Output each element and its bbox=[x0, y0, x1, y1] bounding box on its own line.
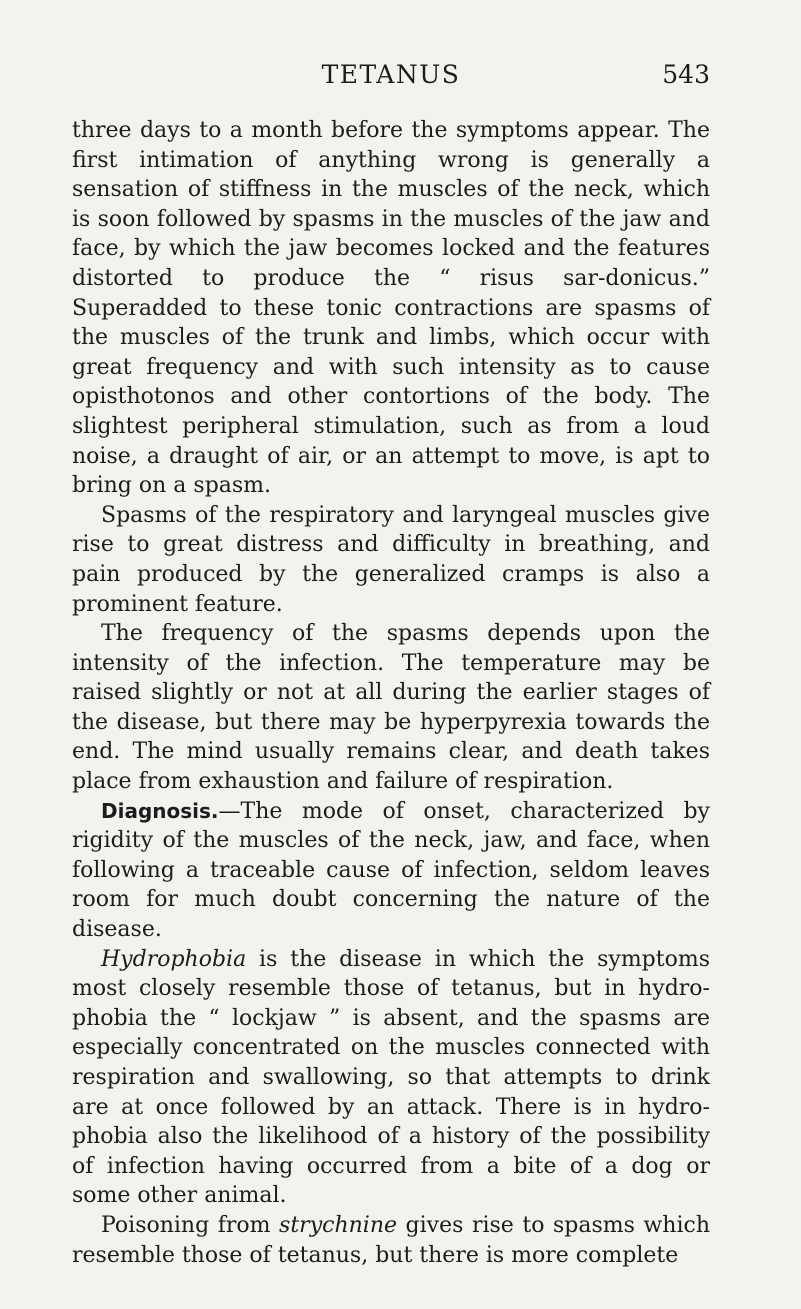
hydrophobia-term: Hydrophobia bbox=[101, 946, 247, 972]
strychnine-term: strychnine bbox=[279, 1212, 398, 1238]
body-text bbox=[72, 116, 710, 1270]
paragraph-diagnosis bbox=[72, 797, 710, 945]
paragraph-respiratory-spasms: Spasms of the respiratory and laryngeal muscles give rise to great distress and difficulty in breathing, and pain produced by the generalized cramps is also a prominent feature. bbox=[72, 502, 710, 617]
paragraph-strychnine bbox=[72, 1211, 710, 1270]
strychnine-lead: Poisoning from bbox=[101, 1212, 280, 1238]
strychnine-text: gives rise to spasms which resemble those of tetanus, but there is more complete bbox=[72, 1212, 711, 1268]
diagnosis-heading: Diagnosis. bbox=[101, 798, 219, 823]
running-head bbox=[72, 60, 710, 94]
paragraph-hydrophobia bbox=[72, 945, 710, 1211]
paragraph-frequency: The frequency of the spasms depends upon the intensity of the infection. The temperature may be raised slightly or not at all during the earlier stages of the disease, but there may be hyperpyrexia towards the end. The mind usually remains clear, and death takes place from exhaustion and failure of respiration. bbox=[72, 621, 710, 795]
diagnosis-text: —The mode of onset, characterized by rigidity of the muscles of the neck, jaw, and face, when following a traceable cause of infection, seldom leaves room for much doubt concerning the nature of the disease. bbox=[72, 798, 710, 943]
page-number: 543 bbox=[662, 60, 710, 89]
running-title: TETANUS bbox=[321, 60, 461, 89]
paragraph-symptoms: three days to a month before the symptoms appear. The first intimation of anything wrong is generally a sensation of stiffness in the muscles of the neck, which is soon followed by spasms in the muscles of the jaw and face, by which the jaw becomes locked and the features distorted to produce the “ risus sar-donicus.” Superadded to these tonic contractions are spasms of the muscles of the trunk and limbs, which occur with great frequency and with such intensity as to cause opisthotonos and other contortions of the body. The slightest peripheral stimulation, such as from a loud noise, a draught of air, or an attempt to move, is apt to bring on a spasm. bbox=[72, 118, 710, 499]
hydrophobia-text: is the disease in which the symptoms most closely resemble those of tetanus, but in hydro-phobia the “ lockjaw ” is absent, and the spasms are especially concentrated on the muscles connected with respiration and swallowing, so that attempts to drink are at once followed by an attack. There is in hydro-phobia also the likelihood of a history of the possibility of infection having occurred from a bite of a dog or some other animal. bbox=[72, 946, 710, 1209]
